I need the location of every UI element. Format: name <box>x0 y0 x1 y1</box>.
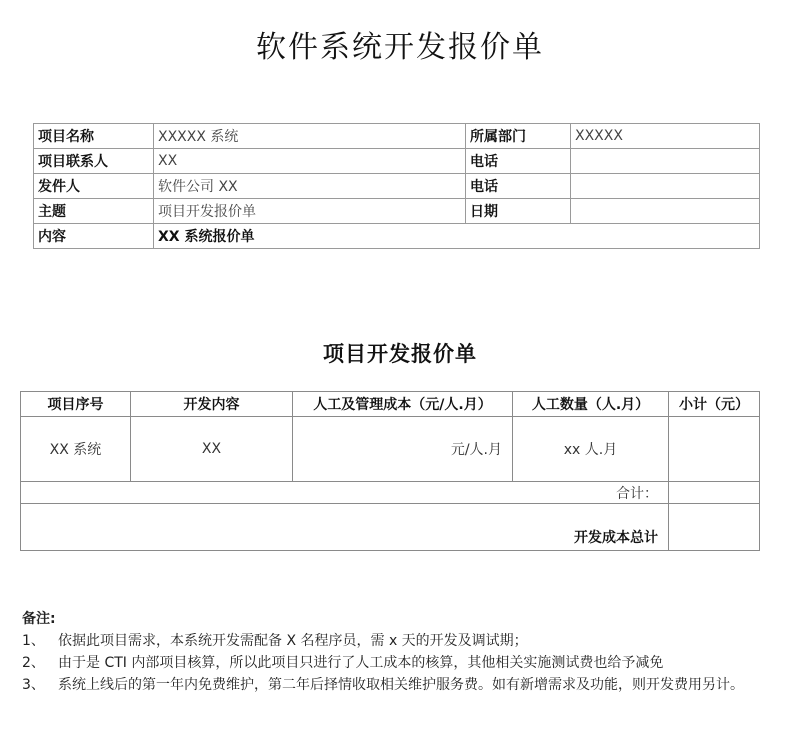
header-content: 开发内容 <box>131 392 293 417</box>
table-row <box>21 417 760 482</box>
phone-value <box>571 174 760 199</box>
subject-label: 主题 <box>34 199 154 224</box>
phone-label: 电话 <box>466 174 571 199</box>
header-subtotal: 小计（元） <box>669 392 760 417</box>
info-row-sender <box>34 174 760 199</box>
quote-table <box>20 391 760 551</box>
info-row-contact <box>34 149 760 174</box>
note-text: 系统上线后的第一年内免费维护，第二年后择情收取相关维护服务费。如有新增需求及功能，则开发费用另计。 <box>58 677 744 693</box>
header-quantity: 人工数量（人.月） <box>513 392 669 417</box>
project-name-label: 项目名称 <box>34 124 154 149</box>
note-item <box>22 652 797 674</box>
total-row <box>21 504 760 551</box>
cost-cell: 元/人.月 <box>293 417 513 482</box>
info-row-project <box>34 124 760 149</box>
date-value <box>571 199 760 224</box>
department-value: XXXXX <box>571 124 760 149</box>
notes-section <box>22 608 797 696</box>
sum-row <box>21 482 760 504</box>
document-title: 软件系统开发报价单 <box>256 30 544 65</box>
note-item <box>22 674 797 696</box>
department-label: 所属部门 <box>466 124 571 149</box>
contact-label: 项目联系人 <box>34 149 154 174</box>
note-text: 依据此项目需求，本系统开发需配备 X 名程序员，需 x 天的开发及调试期； <box>58 633 528 649</box>
header-cost: 人工及管理成本（元/人.月） <box>293 392 513 417</box>
sum-label: 合计： <box>21 482 669 504</box>
item-cell: XX 系统 <box>21 417 131 482</box>
date-label: 日期 <box>466 199 571 224</box>
sum-value <box>669 482 760 504</box>
note-number: 3、 <box>22 677 45 693</box>
total-label: 开发成本总计 <box>21 504 669 551</box>
info-row-content <box>34 224 760 249</box>
phone-label: 电话 <box>466 149 571 174</box>
subject-value: 项目开发报价单 <box>154 199 466 224</box>
content-label: 内容 <box>34 224 154 249</box>
header-item-no: 项目序号 <box>21 392 131 417</box>
contact-value: XX <box>154 149 466 174</box>
content-cell: XX <box>131 417 293 482</box>
quote-title: 项目开发报价单 <box>323 342 477 366</box>
content-value: XX 系统报价单 <box>154 224 760 249</box>
quantity-cell: xx 人.月 <box>513 417 669 482</box>
note-text: 由于是 CTI 内部项目核算，所以此项目只进行了人工成本的核算，其他相关实施测试费也给予减免 <box>58 655 664 671</box>
note-number: 2、 <box>22 655 45 671</box>
sender-label: 发件人 <box>34 174 154 199</box>
info-row-subject <box>34 199 760 224</box>
sender-value: 软件公司 XX <box>154 174 466 199</box>
quote-header-row <box>21 392 760 417</box>
total-value <box>669 504 760 551</box>
phone-value <box>571 149 760 174</box>
notes-title: 备注: <box>22 611 56 627</box>
note-item <box>22 630 797 652</box>
subtotal-cell <box>669 417 760 482</box>
note-number: 1、 <box>22 633 45 649</box>
project-info-table <box>33 123 760 249</box>
project-name-value: XXXXX 系统 <box>154 124 466 149</box>
